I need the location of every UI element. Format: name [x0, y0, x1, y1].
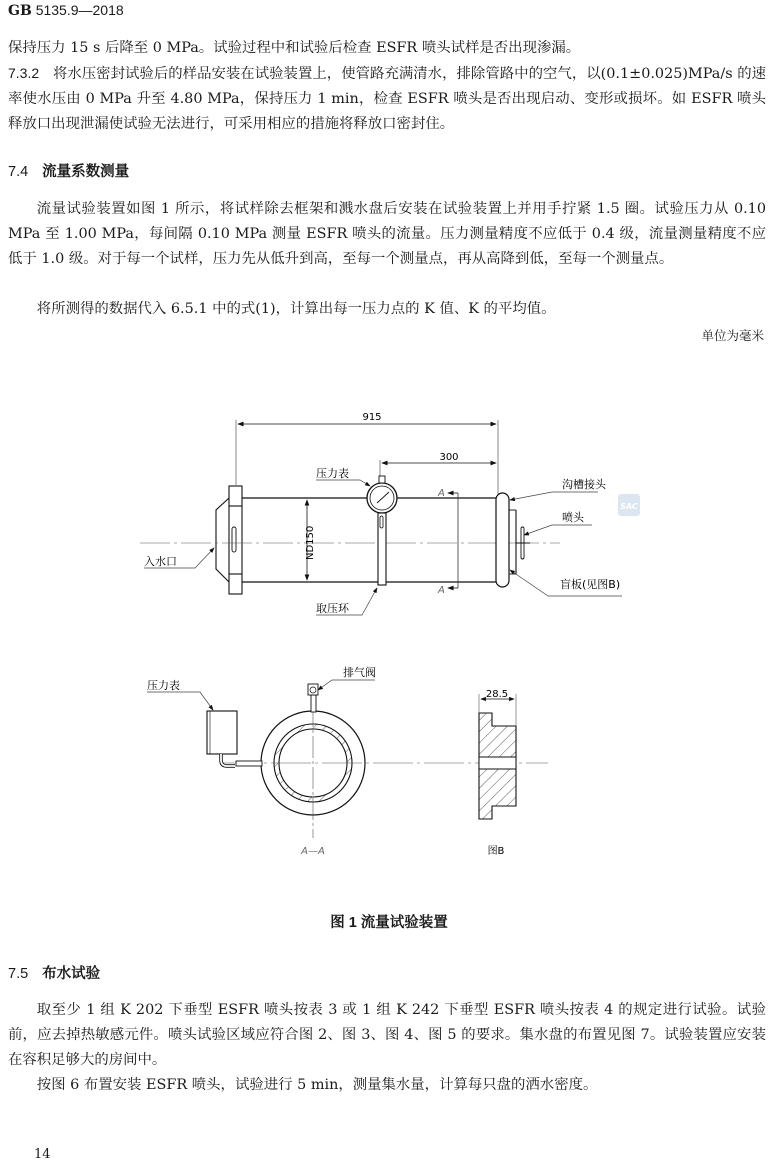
section-number: 7.4 — [8, 164, 29, 180]
label-pressure-ring: 取压环 — [316, 602, 349, 615]
clause-number: 7.3.2 — [8, 65, 40, 81]
figure-b-caption: 图B — [487, 846, 505, 857]
section-heading-7-4 — [8, 160, 129, 181]
label-groove-coupling: 沟槽接头 — [562, 478, 606, 491]
clause-text: 将水压密封试验后的样品安装在试验装置上，使管路充满清水，排除管路中的空气，以(0.1±0.025)MPa/s 的速率使水压由 0 MPa 升至 4.80 MPa，保持压力 1 min，检查 ESFR 喷头是否出现启动、变形或损坏。如 ESFR 喷头释放口出现泄漏使试验无法进行，可采用相应的措施将释放口密封住。 — [8, 66, 766, 132]
dim-plate-thickness: 28.5 — [485, 689, 509, 700]
standard-prefix: GB — [8, 3, 32, 19]
dim-total-length: 915 — [362, 412, 382, 423]
paragraph-pressure-hold: 保持压力 15 s 后降至 0 MPa。试验过程中和试验后检查 ESFR 喷头试样是否出现渗漏。 — [8, 40, 581, 56]
label-pressure-gauge: 压力表 — [316, 467, 349, 480]
watermark-text: SAC — [620, 502, 638, 511]
label-nozzle: 喷头 — [562, 511, 584, 524]
paragraph-7-3-2 — [8, 61, 766, 137]
paragraph-flow-setup: 流量试验装置如图 1 所示，将试样除去框架和溅水盘后安装在试验装置上并用手拧紧 1.5 圈。试验压力从 0.10 MPa 至 1.00 MPa，每间隔 0.10 MPa 测量 ESFR 喷头的流量。压力测量精度不应低于 0.4 级，流量测量精度不应低于 1.0 级。对于每一个试样，压力先从低升到高，至每一个测量点，再从高降到低，至每一个测量点。 — [8, 201, 766, 267]
section-title: 流量系数测量 — [42, 164, 130, 180]
label-water-inlet: 入水口 — [144, 555, 177, 568]
figure-flow-test-apparatus — [0, 390, 778, 890]
section-mark-bottom: A — [438, 585, 445, 596]
section-title: 布水试验 — [42, 966, 101, 982]
paragraph-distribution-procedure: 按图 6 布置安装 ESFR 喷头，试验进行 5 min，测量集水量，计算每只盘的洒水密度。 — [36, 1077, 598, 1093]
paragraph-k-value: 将所测得的数据代入 6.5.1 中的式(1)，计算出每一压力点的 K 值、K 的平均值。 — [36, 301, 556, 317]
section-heading-7-5 — [8, 962, 100, 983]
paragraph-distribution-test: 取至少 1 组 K 202 下垂型 ESFR 喷头按表 3 或 1 组 K 242 下垂型 ESFR 喷头按表 4 的规定进行试验。试验前，应去掉热敏感元件。喷头试验区域应符合图 2、图 3、图 4、图 5 的要求。集水盘的布置见图 7。试验装置应安装在容积足够大的房间中。 — [8, 1002, 766, 1068]
label-section-pressure-gauge: 压力表 — [147, 679, 180, 692]
standard-header — [8, 2, 124, 19]
dim-nominal-diameter: ND150 — [305, 525, 316, 560]
label-blind-plate: 盲板(见图B) — [560, 578, 621, 591]
section-view-caption: A—A — [301, 846, 325, 857]
label-vent-valve: 排气阀 — [343, 666, 376, 679]
unit-note: 单位为毫米 — [701, 328, 764, 343]
section-number: 7.5 — [8, 966, 29, 982]
figure-caption: 图 1 流量试验装置 — [330, 915, 448, 931]
page-number: 14 — [34, 1147, 51, 1162]
section-mark-top: A — [438, 488, 445, 499]
standard-number: 5135.9—2018 — [35, 2, 124, 18]
dim-gauge-distance: 300 — [439, 452, 459, 463]
